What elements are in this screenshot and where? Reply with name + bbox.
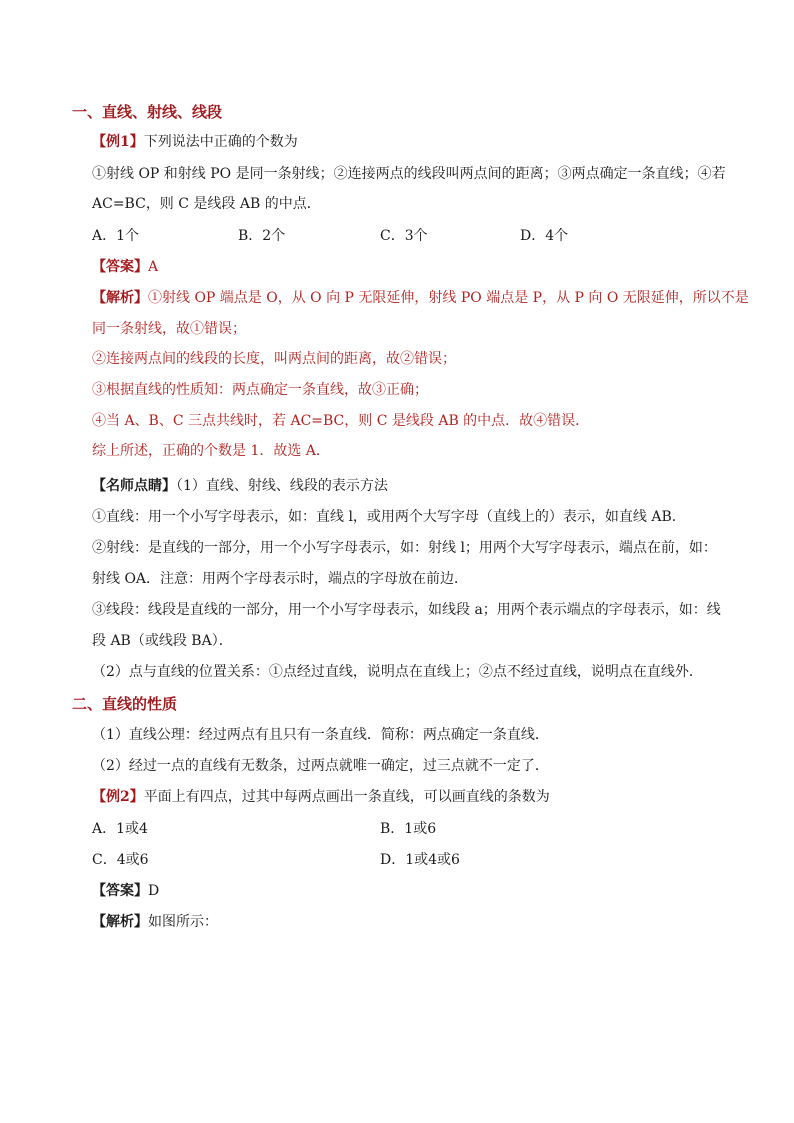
example-1-question [92, 133, 298, 151]
tips-line-5: 段 AB（或线段 BA）． [92, 633, 233, 649]
example-1-analysis-line-4: ③根据直线的性质知：两点确定一条直线，故③正确； [92, 382, 428, 398]
example-2-option-b: B．1或6 [380, 821, 437, 837]
tips-line-6: （2）点与直线的位置关系：①点经过直线，说明点在直线上；②点不经过直线，说明点在直线外． [92, 664, 703, 680]
tips-title-text: （1）直线、射线、线段的表示方法 [176, 478, 388, 494]
example-2-answer-value: D [148, 883, 160, 899]
example-2-question-text: 平面上有四点，过其中每两点画出一条直线，可以画直线的条数为 [143, 789, 550, 805]
property-2: （2）经过一点的直线有无数条，过两点就唯一确定，过三点就不一定了． [92, 758, 549, 774]
example-2-tag: 【例2】 [92, 789, 144, 805]
example-2-analysis-tag: 【解析】 [92, 914, 148, 930]
example-1-option-d: D．4个 [520, 228, 569, 244]
example-1-analysis-line-1 [92, 289, 749, 307]
example-1-conclusion: 综上所述，正确的个数是 1．故选 A． [92, 443, 330, 459]
example-1-question-text: 下列说法中正确的个数为 [143, 134, 298, 150]
example-1-statement-a: ①射线 OP 和射线 PO 是同一条射线；②连接两点的线段叫两点间的距离；③两点确定一条直线；④若 [92, 166, 726, 182]
tips-line-1: ①直线：用一个小写字母表示，如：直线 l，或用两个大写字母（直线上的）表示，如直线 AB． [92, 509, 686, 525]
section-heading-1: 一、直线、射线、线段 [72, 103, 223, 121]
property-1: （1）直线公理：经过两点有且只有一条直线．简称：两点确定一条直线． [92, 727, 549, 743]
example-1-answer [92, 258, 158, 276]
example-1-analysis-line-5: ④当 A、B、C 三点共线时，若 AC=BC，则 C 是线段 AB 的中点．故④错误． [92, 413, 590, 429]
example-2-option-a: A．1或4 [92, 821, 148, 837]
example-1-analysis-line-2: 同一条射线，故①错误； [92, 321, 246, 337]
tips-line-3: 射线 OA．注意：用两个字母表示时，端点的字母放在前边． [92, 571, 469, 587]
example-2-option-d: D．1或4或6 [380, 852, 460, 868]
example-1-option-b: B．2个 [238, 228, 286, 244]
example-2-question [92, 788, 550, 806]
example-1-tag: 【例1】 [92, 134, 144, 150]
answer-tag: 【答案】 [92, 259, 148, 275]
tips-title [92, 477, 388, 495]
example-1-statement-b: AC=BC，则 C 是线段 AB 的中点． [92, 196, 321, 212]
example-2-answer-tag: 【答案】 [92, 883, 148, 899]
section-heading-2: 二、直线的性质 [72, 695, 178, 713]
tips-line-4: ③线段：线段是直线的一部分，用一个小写字母表示，如线段 a；用两个表示端点的字母表示，如：线 [92, 602, 721, 618]
example-2-answer [92, 882, 159, 900]
example-1-option-a: A．1个 [92, 228, 140, 244]
analysis-text: ①射线 OP 端点是 O，从 O 向 P 无限延伸，射线 PO 端点是 P，从 P 向 O 无限延伸，所以不是 [148, 290, 749, 306]
tips-line-2: ②射线：是直线的一部分，用一个小写字母表示，如：射线 l；用两个大写字母表示，端点在前，如： [92, 540, 717, 556]
example-2-analysis-text: 如图所示： [148, 914, 218, 930]
tips-tag: 【名师点睛】 [92, 478, 176, 494]
answer-value: A [148, 259, 159, 275]
analysis-tag: 【解析】 [92, 290, 148, 306]
example-2-analysis [92, 913, 218, 931]
example-1-analysis-line-3: ②连接两点间的线段的长度，叫两点间的距离，故②错误； [92, 351, 456, 367]
example-2-option-c: C．4或6 [92, 852, 149, 868]
example-1-option-c: C．3个 [380, 228, 428, 244]
